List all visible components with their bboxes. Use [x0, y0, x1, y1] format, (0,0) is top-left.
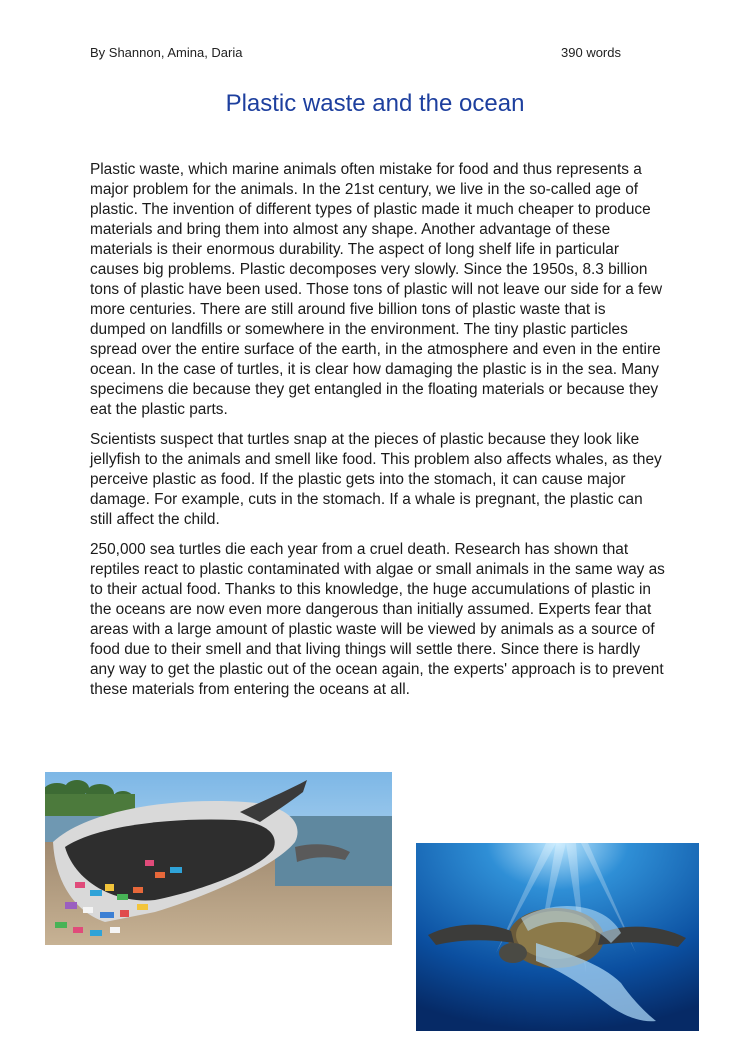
paragraph-3: 250,000 sea turtles die each year from a cruel death. Research has shown that reptiles react to plastic contaminated with algae or small animals in the same way as to their actual food. Thanks to this knowledge, the huge accumulations of plastic in the oceans are now even more dangerous than initially assumed. Experts fear that areas with a large amount of plastic waste will be viewed by animals as a source of food due to their smell and that living things will settle there. Since there is hardly any way to get the plastic out of the ocean again, the experts' approach is to prevent these materials from entering the oceans at all.	[90, 541, 665, 698]
turtle-photo	[416, 843, 699, 1031]
paragraph-2: Scientists suspect that turtles snap at the pieces of plastic because they look like jellyfish to the animals and smell like food. This problem also affects whales, as they perceive plastic as food. If the plastic gets into the stomach, it can cause major damage. For example, cuts in the stomach. If a whale is pregnant, the plastic can still affect the child.	[90, 431, 662, 528]
word-count: 390 words	[561, 45, 621, 60]
whale-photo-icon	[45, 772, 392, 945]
turtle-photo-icon	[416, 843, 699, 1031]
article-body	[90, 160, 665, 710]
authors-line: By Shannon, Amina, Daria	[90, 45, 243, 60]
page-title: Plastic waste and the ocean	[225, 90, 525, 117]
paragraph-1: Plastic waste, which marine animals often mistake for food and thus represents a major problem for the animals. In the 21st century, we live in the so-called age of plastic. The invention of different types of plastic made it much cheaper to produce materials and bring them into almost any shape. Another advantage of these materials is their enormous durability. The aspect of long shelf life in particular causes big problems. Plastic decomposes very slowly. Since the 1950s, 8.3 billion tons of plastic have been used. Those tons of plastic will not leave our side for a few more centuries. There are still around five billion tons of plastic waste that is dumped on landfills or somewhere in the environment. The tiny plastic particles spread over the entire surface of the earth, in the atmosphere and even in the entire ocean. In the case of turtles, it is clear how damaging the plastic is in the sea. Many specimens die because they get entangled in the floating materials or because they eat the plastic parts.	[90, 161, 663, 418]
header-meta	[90, 45, 621, 60]
whale-photo	[45, 772, 392, 945]
